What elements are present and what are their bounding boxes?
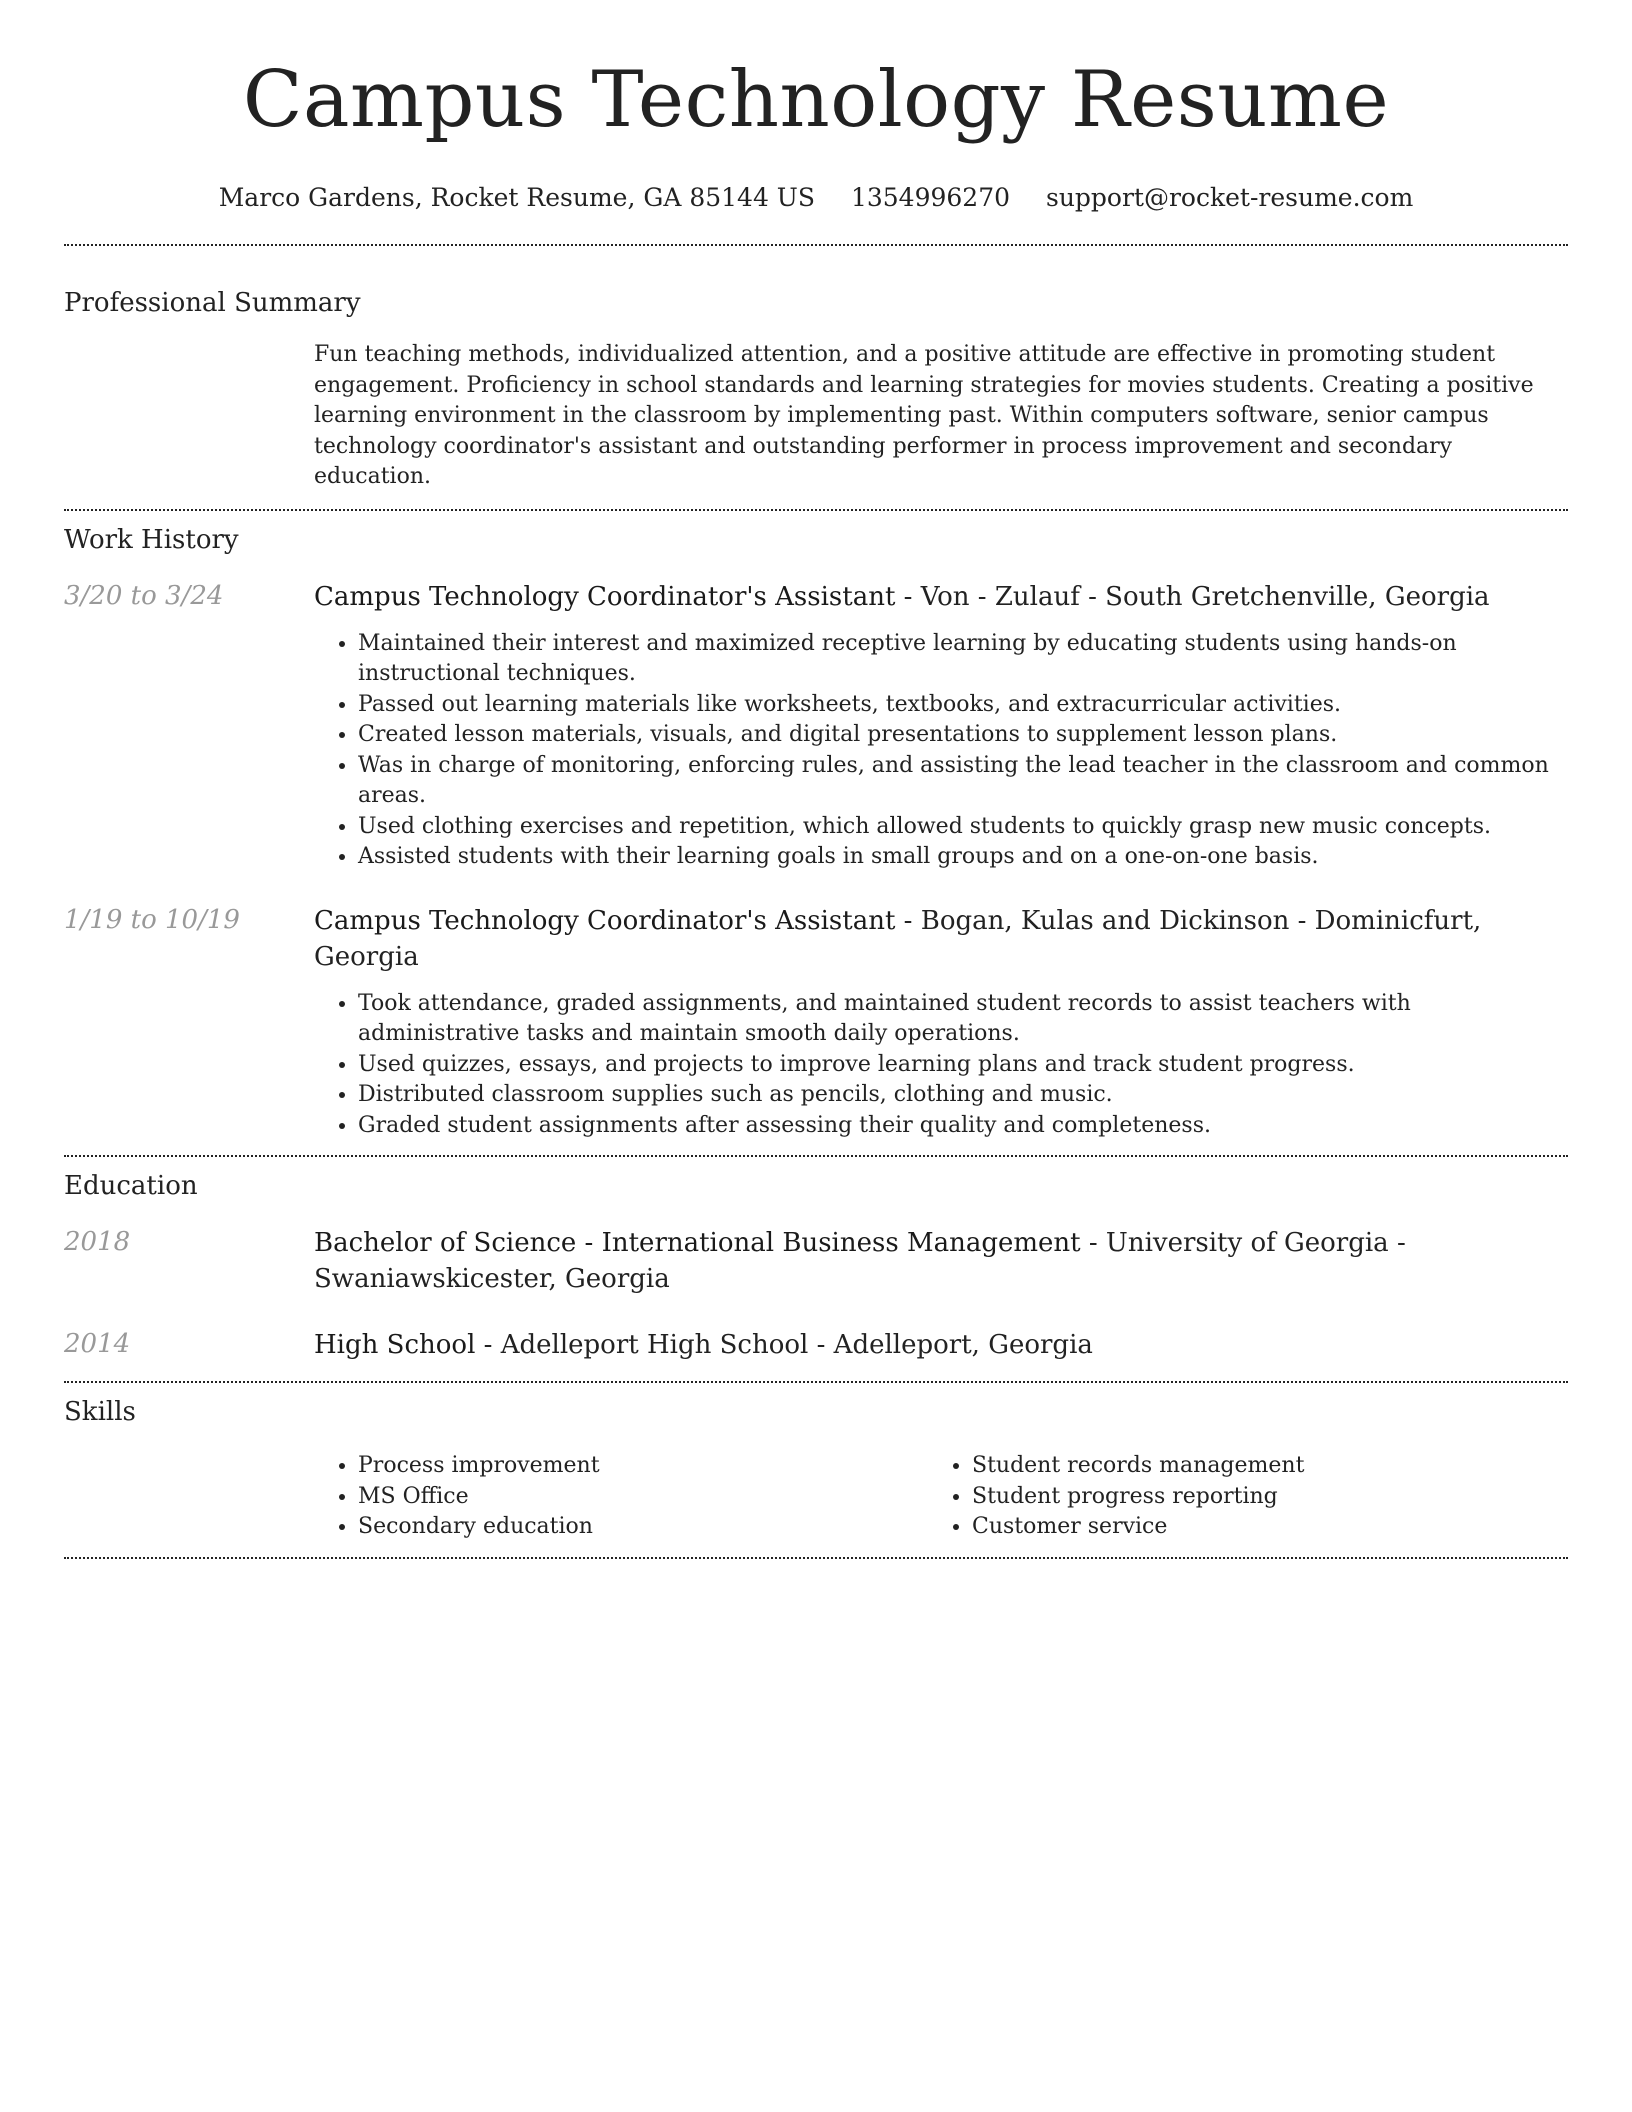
skill-item: • Student progress reporting bbox=[972, 1482, 1572, 1513]
skill-item: • Secondary education bbox=[358, 1512, 928, 1543]
contact-address: Marco Gardens, Rocket Resume, GA 85144 US bbox=[218, 183, 816, 212]
job-heading bbox=[314, 903, 1568, 975]
job-entry bbox=[64, 579, 1568, 873]
list-item: • Created lesson materials, visuals, and digital presentations to supplement lesson plans. bbox=[358, 720, 1568, 751]
job-dates: 3/20 to 3/24 bbox=[64, 580, 224, 611]
divider bbox=[64, 1557, 1568, 1559]
skill-item: • Customer service bbox=[972, 1512, 1572, 1543]
education-entry bbox=[64, 1327, 1568, 1363]
divider bbox=[64, 509, 1568, 511]
list-item: • Assisted students with their learning goals in small groups and on a one-on-one basis. bbox=[358, 842, 1568, 873]
education-degree: High School bbox=[314, 1330, 476, 1360]
contact-email: support@rocket-resume.com bbox=[1045, 183, 1414, 212]
page-title: Campus Technology Resume bbox=[242, 55, 1390, 145]
divider bbox=[64, 244, 1568, 246]
job-employer: - Von - Zulauf - South Gretchenville, Georgia bbox=[895, 581, 1490, 612]
education-year: 2014 bbox=[64, 1329, 131, 1359]
job-entry bbox=[64, 903, 1568, 1142]
contact-line bbox=[64, 182, 1568, 214]
education-year: 2018 bbox=[64, 1227, 131, 1257]
job-employer: - Bogan, Kulas and Dickinson - Dominicfurt, Georgia bbox=[314, 905, 1482, 972]
education-degree: Bachelor of Science - International Business Management bbox=[314, 1228, 1081, 1258]
skill-item: • Student records management bbox=[972, 1451, 1572, 1482]
section-education bbox=[64, 1169, 1568, 1363]
resume-page bbox=[64, 0, 1568, 1559]
contact-phone: 1354996270 bbox=[850, 183, 1011, 212]
section-heading: Skills bbox=[64, 1397, 136, 1427]
skills-list bbox=[314, 1451, 1572, 1543]
skill-item: • MS Office bbox=[358, 1482, 928, 1513]
list-item: • Maintained their interest and maximized receptive learning by educating students using hands-on instructional techniques. bbox=[358, 629, 1568, 690]
job-bullets bbox=[314, 989, 1568, 1142]
section-work-history bbox=[64, 523, 1568, 1142]
skills-column bbox=[314, 1451, 928, 1543]
list-item: • Used clothing exercises and repetition, which allowed students to quickly grasp new music concepts. bbox=[358, 812, 1568, 843]
divider bbox=[64, 1155, 1568, 1157]
skills-column bbox=[928, 1451, 1572, 1543]
list-item: • Passed out learning materials like worksheets, textbooks, and extracurricular activities. bbox=[358, 690, 1568, 721]
list-item: • Distributed classroom supplies such as pencils, clothing and music. bbox=[358, 1080, 1568, 1111]
list-item: • Took attendance, graded assignments, and maintained student records to assist teachers with administrative tasks and maintain smooth daily operations. bbox=[358, 989, 1568, 1050]
education-school: - Adelleport High School - Adelleport, Georgia bbox=[475, 1330, 1093, 1360]
job-title: Campus Technology Coordinator's Assistant bbox=[314, 905, 896, 936]
summary-text: Fun teaching methods, individualized attention, and a positive attitude are effective in promoting student engagement. Proficiency in school standards and learning strategies for movies students. Creating a positive learning environment in the classroom by implementing past. Within computers software, senior campus technology coordinator's assistant and outstanding performer in process improvement and secondary education. bbox=[314, 342, 1534, 489]
job-bullets bbox=[314, 629, 1568, 873]
list-item: • Graded student assignments after assessing their quality and completeness. bbox=[358, 1111, 1568, 1142]
divider bbox=[64, 1381, 1568, 1383]
list-item: • Was in charge of monitoring, enforcing rules, and assisting the lead teacher in the classroom and common areas. bbox=[358, 751, 1568, 812]
section-heading: Professional Summary bbox=[64, 288, 361, 318]
section-summary bbox=[64, 286, 1568, 493]
job-dates: 1/19 to 10/19 bbox=[64, 904, 240, 935]
section-skills bbox=[64, 1395, 1568, 1543]
education-heading bbox=[314, 1225, 1568, 1297]
job-title: Campus Technology Coordinator's Assistant bbox=[314, 581, 896, 612]
education-entry bbox=[64, 1225, 1568, 1297]
section-heading: Work History bbox=[64, 524, 239, 555]
skill-item: • Process improvement bbox=[358, 1451, 928, 1482]
education-heading bbox=[314, 1327, 1568, 1363]
section-heading: Education bbox=[64, 1171, 198, 1201]
list-item: • Used quizzes, essays, and projects to improve learning plans and track student progress. bbox=[358, 1050, 1568, 1081]
job-heading bbox=[314, 579, 1568, 615]
education-school: - University of Georgia - Swaniawskicester, Georgia bbox=[314, 1228, 1406, 1294]
resume-header bbox=[64, 0, 1568, 214]
